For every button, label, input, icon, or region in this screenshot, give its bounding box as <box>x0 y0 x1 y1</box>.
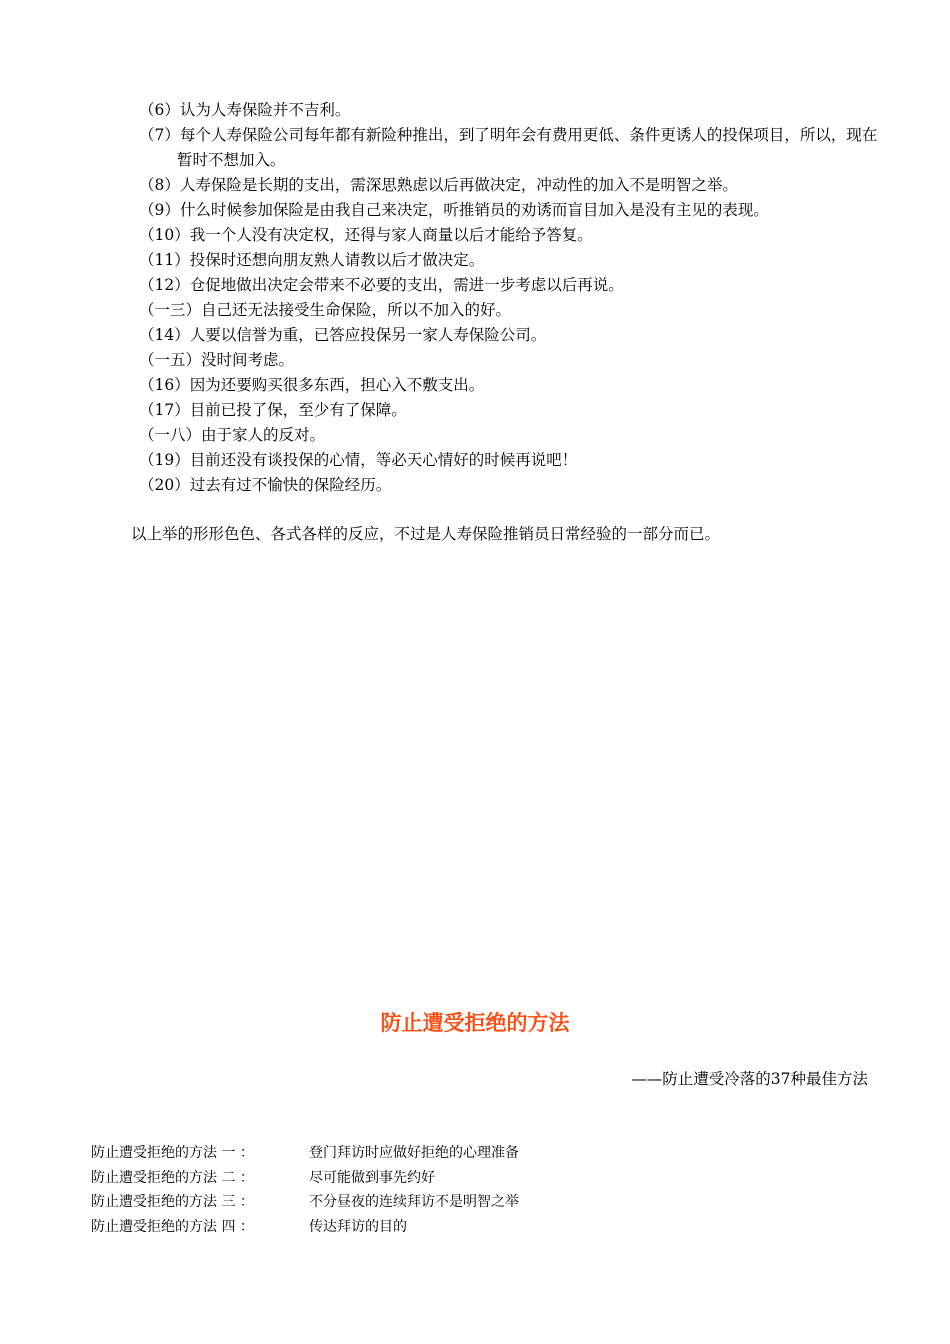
method-item <box>91 1141 519 1166</box>
method-text: 登门拜访时应做好拒绝的心理准备 <box>309 1145 519 1161</box>
objection-list <box>139 98 879 498</box>
objection-item: （6）认为人寿保险并不吉利。 <box>139 101 351 119</box>
objection-item: （16）因为还要购买很多东西，担心入不敷支出。 <box>139 376 485 394</box>
objection-item: （一五）没时间考虑。 <box>139 351 295 369</box>
method-label: 防止遭受拒绝的方法 二 ： <box>91 1169 254 1186</box>
method-text: 传达拜访的目的 <box>309 1218 407 1235</box>
objection-item: （12）仓促地做出决定会带来不必要的支出，需进一步考虑以后再说。 <box>139 276 624 294</box>
summary-paragraph: 以上举的形形色色、各式各样的反应，不过是人寿保险推销员日常经验的一部分而已。 <box>131 525 721 543</box>
objection-item: （17）目前已投了保，至少有了保障。 <box>139 401 407 419</box>
method-label: 防止遭受拒绝的方法 三 ： <box>91 1194 254 1210</box>
objection-item: （20）过去有过不愉快的保险经历。 <box>139 476 392 494</box>
objection-item: （一三）自己还无法接受生命保险，所以不加入的好。 <box>139 301 512 319</box>
method-item <box>91 1190 519 1215</box>
section-title: 防止遭受拒绝的方法 <box>380 1011 570 1035</box>
method-text: 尽可能做到事先约好 <box>309 1169 435 1186</box>
objection-item: （19）目前还没有谈投保的心情，等必天心情好的时候再说吧！ <box>139 451 578 469</box>
objection-item: （一八）由于家人的反对。 <box>139 426 326 444</box>
method-item <box>91 1215 519 1240</box>
method-label: 防止遭受拒绝的方法 四 ： <box>91 1218 254 1235</box>
objection-item: （11）投保时还想向朋友熟人请教以后才做决定。 <box>139 251 485 269</box>
method-text: 不分昼夜的连续拜访不是明智之举 <box>309 1194 519 1210</box>
objection-item: （9）什么时候参加保险是由我自己来决定，听推销员的劝诱而盲目加入是没有主见的表现。 <box>139 201 769 219</box>
objection-item: （10）我一个人没有决定权，还得与家人商量以后才能给予答复。 <box>139 226 593 244</box>
objection-item: （8）人寿保险是长期的支出，需深思熟虑以后再做决定，冲动性的加入不是明智之举。 <box>139 176 738 194</box>
objection-item: （14）人要以信誉为重，已答应投保另一家人寿保险公司。 <box>139 326 547 344</box>
method-list <box>91 1141 519 1239</box>
method-label: 防止遭受拒绝的方法 一 ： <box>91 1145 254 1161</box>
section-subtitle: ——防止遭受冷落的37种最佳方法 <box>631 1070 868 1088</box>
method-item <box>91 1166 519 1191</box>
objection-item: （7）每个人寿保险公司每年都有新险种推出，到了明年会有费用更低、条件更诱人的投保项目，所以，现在暂时不想加入。 <box>139 126 878 169</box>
